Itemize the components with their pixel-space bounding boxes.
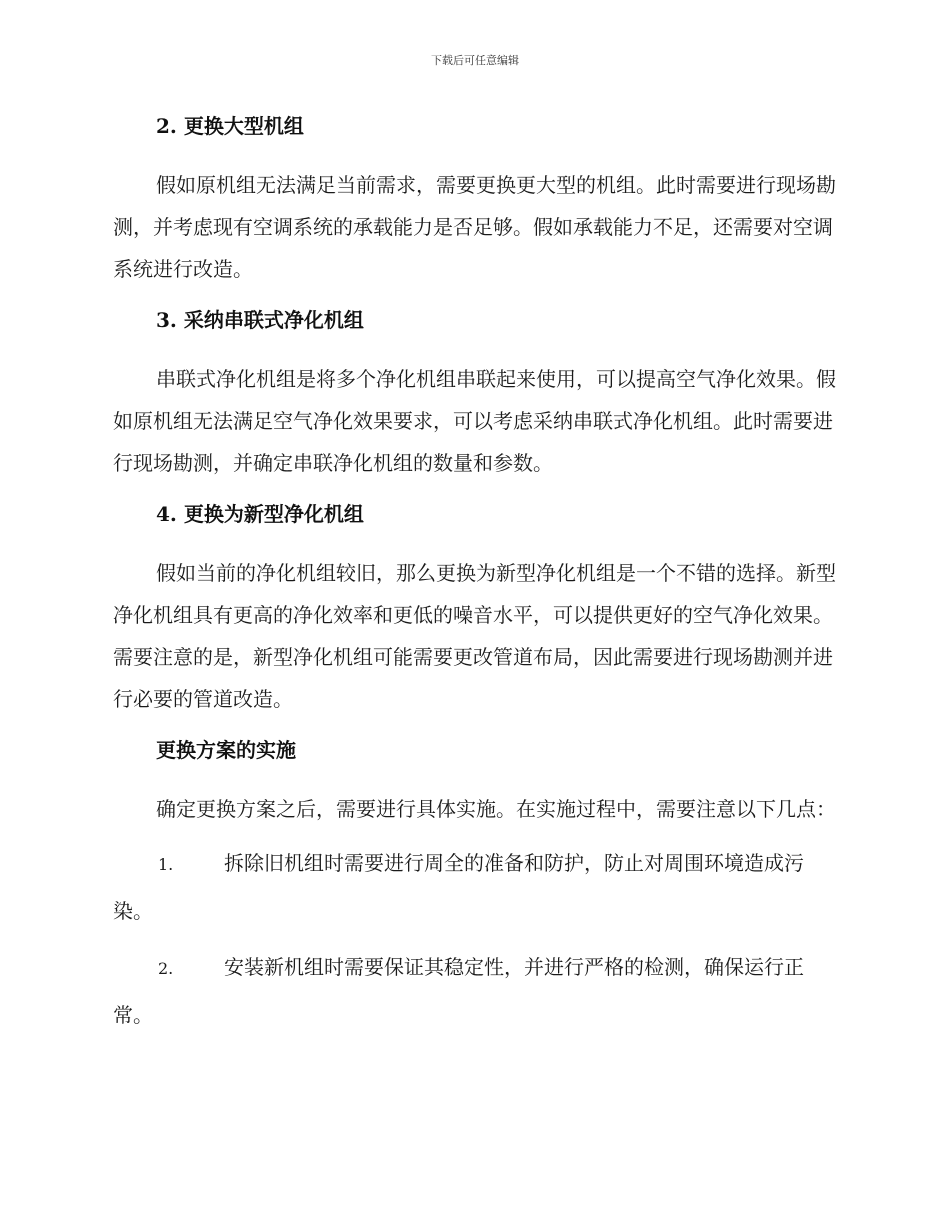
section-heading: 4. 更换为新型净化机组 xyxy=(156,502,364,526)
list-item xyxy=(113,944,838,1038)
section-paragraph: 串联式净化机组是将多个净化机组串联起来使用，可以提高空气净化效果。假如原机组无法满足空气净化效果要求，可以考虑采纳串联式净化机组。此时需要进行现场勘测，并确定串联净化机组的数量和参数。 xyxy=(113,367,836,475)
list-item-number: 2. xyxy=(158,959,174,978)
section-paragraph: 假如原机组无法满足当前需求，需要更换更大型的机组。此时需要进行现场勘测，并考虑现有空调系统的承载能力是否足够。假如承载能力不足，还需要对空调系统进行改造。 xyxy=(113,173,836,281)
list-item xyxy=(113,840,838,934)
section-heading: 3. 采纳串联式净化机组 xyxy=(156,308,364,332)
list-item-text: 拆除旧机组时需要进行周全的准备和防护，防止对周围环境造成污染。 xyxy=(113,851,804,923)
section-heading: 2. 更换大型机组 xyxy=(156,114,304,138)
document-body xyxy=(113,110,838,1038)
page-header: 下载后可任意编辑 xyxy=(431,54,519,67)
section-paragraph: 假如当前的净化机组较旧，那么更换为新型净化机组是一个不错的选择。新型净化机组具有更高的净化效率和更低的噪音水平，可以提供更好的空气净化效果。需要注意的是，新型净化机组可能需要更改管道布局，因此需要进行现场勘测并进行必要的管道改造。 xyxy=(113,561,836,711)
list-item-text: 安装新机组时需要保证其稳定性，并进行严格的检测，确保运行正常。 xyxy=(113,955,804,1027)
section-paragraph: 确定更换方案之后，需要进行具体实施。在实施过程中，需要注意以下几点： xyxy=(156,797,836,821)
list-item-number: 1. xyxy=(158,855,174,874)
section-heading: 更换方案的实施 xyxy=(156,738,296,762)
